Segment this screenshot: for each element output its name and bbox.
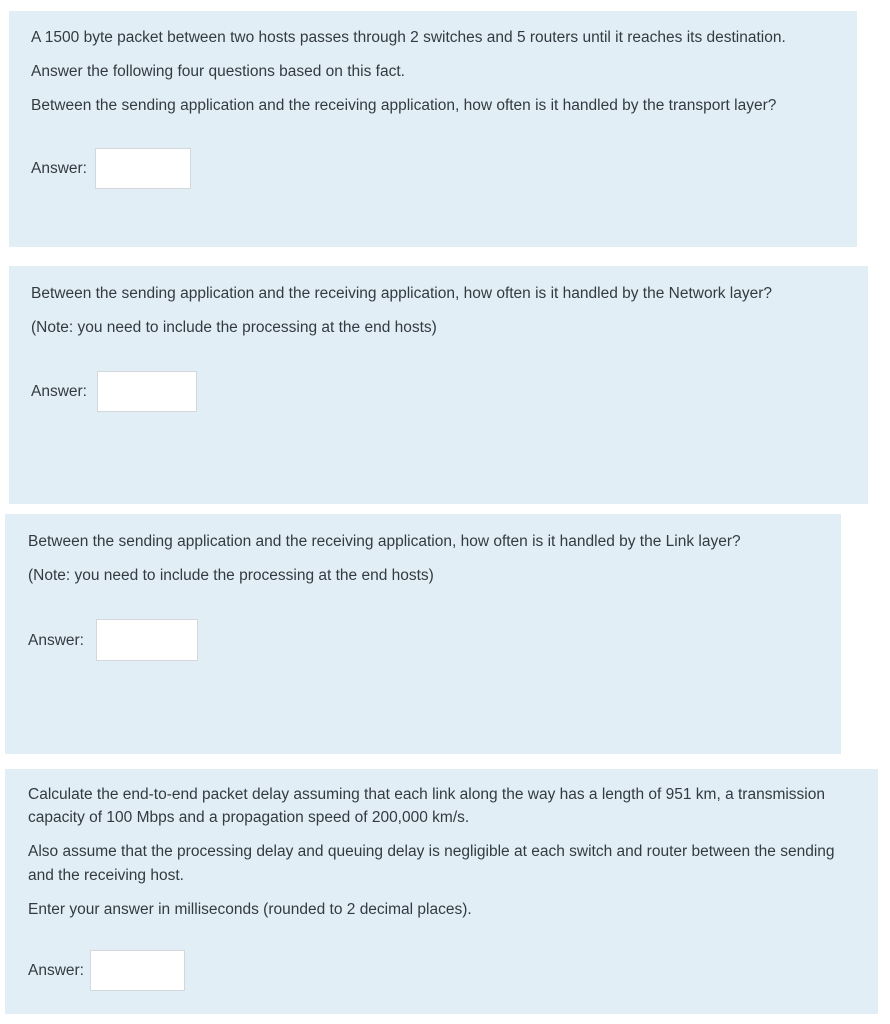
question-text: (Note: you need to include the processing at the end hosts) bbox=[28, 567, 434, 584]
answer-label: Answer: bbox=[31, 160, 87, 177]
question-text: Between the sending application and the receiving application, how often is it handled by the transport layer? bbox=[31, 97, 777, 114]
answer-input-1[interactable] bbox=[95, 148, 191, 189]
question-text: Answer the following four questions based on this fact. bbox=[31, 63, 405, 80]
question-text: A 1500 byte packet between two hosts passes through 2 switches and 5 routers until it reaches its destination. bbox=[31, 29, 786, 46]
question-text: Enter your answer in milliseconds (rounded to 2 decimal places). bbox=[28, 901, 472, 918]
question-text: capacity of 100 Mbps and a propagation speed of 200,000 km/s. bbox=[28, 809, 470, 826]
answer-input-4[interactable] bbox=[90, 950, 185, 991]
answer-input-2[interactable] bbox=[97, 371, 197, 412]
question-text: and the receiving host. bbox=[28, 867, 184, 884]
answer-label: Answer: bbox=[31, 383, 87, 400]
question-text: Calculate the end-to-end packet delay assuming that each link along the way has a length of 951 km, a transmission bbox=[28, 786, 825, 803]
answer-label: Answer: bbox=[28, 632, 84, 649]
question-panel-2 bbox=[9, 266, 868, 504]
question-text: Also assume that the processing delay and queuing delay is negligible at each switch and router between the sending bbox=[28, 843, 835, 860]
question-text: Between the sending application and the receiving application, how often is it handled by the Link layer? bbox=[28, 533, 741, 550]
question-text: (Note: you need to include the processing at the end hosts) bbox=[31, 319, 437, 336]
question-panel-4 bbox=[5, 769, 878, 1014]
answer-label: Answer: bbox=[28, 962, 84, 979]
question-panel-3 bbox=[5, 514, 841, 754]
question-panel-1 bbox=[9, 11, 857, 247]
question-text: Between the sending application and the receiving application, how often is it handled by the Network layer? bbox=[31, 285, 773, 302]
answer-input-3[interactable] bbox=[96, 619, 198, 661]
